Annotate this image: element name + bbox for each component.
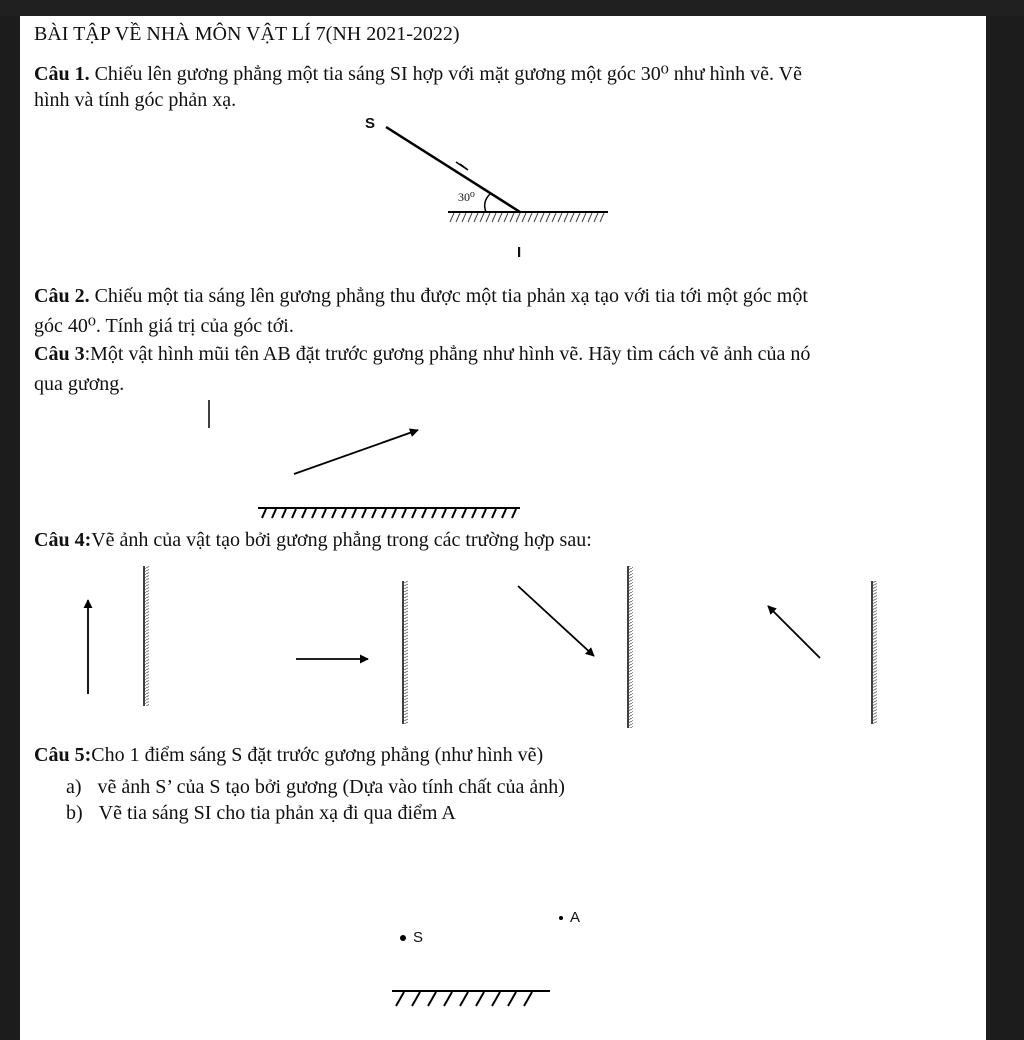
q1-incident-ray: [386, 127, 520, 212]
q5-point-s-label: S: [413, 929, 424, 946]
document-title: BÀI TẬP VỀ NHÀ MÔN VẬT LÍ 7(NH 2021-2022): [34, 23, 460, 45]
q4-case-2-mirror-hatch: [404, 581, 408, 724]
q4-case-2: [296, 581, 408, 724]
q4-line-1: [34, 528, 592, 552]
q5-text-1: Cho 1 điểm sáng S đặt trước gương phẳng (như hình vẽ): [91, 744, 544, 766]
q3-line-1: [34, 342, 810, 366]
q2-line-2: góc 40⁰. Tính giá trị của góc tới.: [34, 315, 294, 337]
q1-label: Câu 1.: [34, 63, 90, 85]
q5-item-a-marker: a): [66, 776, 82, 798]
window-top-bar: [0, 0, 1024, 16]
q3-text-1: :Một vật hình mũi tên AB đặt trước gương phẳng như hình vẽ. Hãy tìm cách vẽ ảnh của nó: [84, 343, 811, 365]
q5-line-1: [34, 743, 543, 767]
q5-label: Câu 5:: [34, 744, 92, 766]
q1-mirror-hatch: [450, 213, 604, 222]
q1-point-s-label: S: [365, 115, 376, 132]
q4-case-3-arrow: [518, 586, 594, 656]
q5-item-a-text: vẽ ảnh S’ của S tạo bởi gương (Dựa vào tính chất của ảnh): [97, 776, 565, 798]
q1-ray-arrow: [456, 162, 468, 170]
q1-line-2: hình và tính góc phản xạ.: [34, 89, 237, 111]
q5-mirror-hatch: [396, 992, 532, 1006]
q4-case-4: [768, 581, 877, 724]
q1-point-i-label: I: [517, 244, 522, 261]
q3-mirror-hatch: [262, 509, 516, 518]
q4-label: Câu 4:: [34, 529, 92, 551]
q5-point-a-label: A: [570, 909, 581, 926]
q4-text-1: Vẽ ảnh của vật tạo bởi gương phẳng trong các trường hợp sau:: [91, 529, 592, 551]
q4-case-4-arrow: [768, 606, 820, 658]
q5-item-a: [66, 775, 565, 799]
q3-line-2: qua gương.: [34, 373, 125, 395]
q3-figure: [209, 400, 520, 518]
q4-case-4-mirror-hatch: [873, 581, 877, 724]
q1-text-1: Chiếu lên gương phẳng một tia sáng SI hợp với mặt gương một góc 30⁰ như hình vẽ. Vẽ: [89, 63, 802, 85]
q2-text-1: Chiếu một tia sáng lên gương phẳng thu được một tia phản xạ tạo với tia tới một góc một: [89, 285, 808, 307]
q4-case-1: [88, 566, 149, 706]
q4-case-3: [518, 566, 633, 728]
document-page: [20, 16, 986, 1040]
q5-point-a: [559, 916, 563, 920]
q5-point-s: [400, 935, 406, 941]
q3-label: Câu 3: [34, 343, 85, 365]
q1-angle-label: 30⁰: [458, 190, 475, 204]
q3-object-arrow: [294, 430, 418, 474]
q1-figure: [386, 127, 608, 222]
q2-line-1: [34, 284, 808, 308]
q4-case-1-mirror-hatch: [145, 566, 149, 706]
q1-angle-arc: [485, 194, 490, 212]
q2-label: Câu 2.: [34, 285, 90, 307]
q5-item-b: [66, 801, 456, 825]
q5-item-b-marker: b): [66, 802, 83, 824]
q4-case-3-mirror-hatch: [629, 566, 633, 728]
q1-line-1: [34, 62, 802, 86]
q5-item-b-text: Vẽ tia sáng SI cho tia phản xạ đi qua điểm A: [98, 802, 456, 824]
q4-figure: [88, 566, 877, 728]
